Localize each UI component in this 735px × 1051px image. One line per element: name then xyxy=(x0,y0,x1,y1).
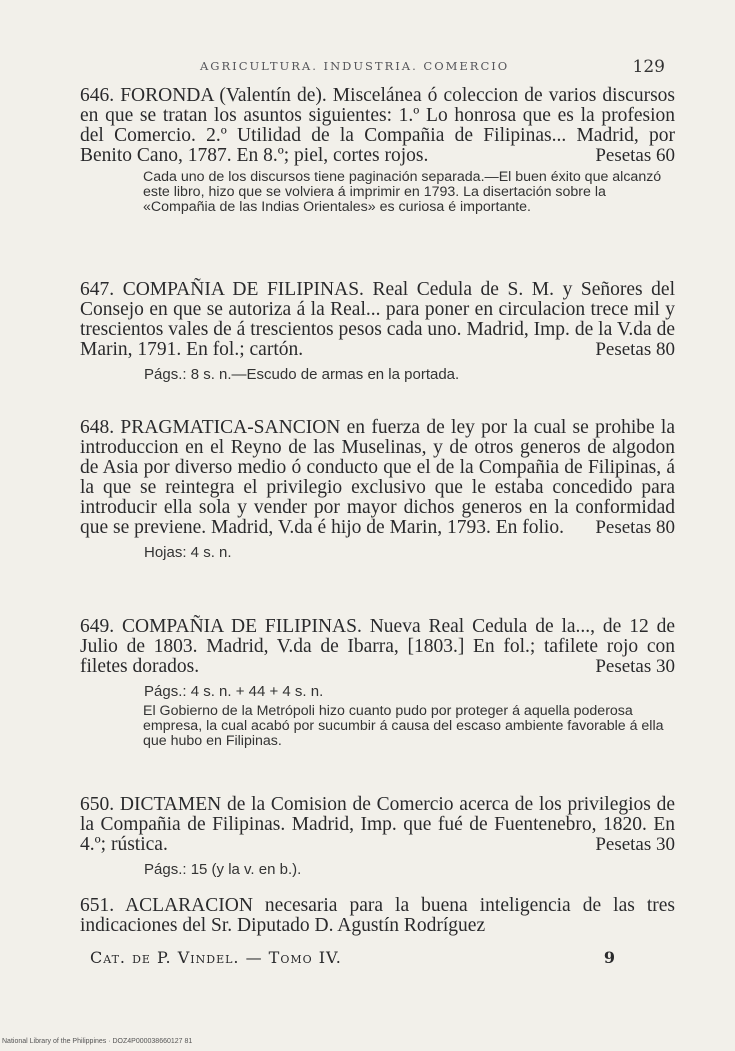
price: Pesetas 30 xyxy=(595,656,675,677)
entry-647 xyxy=(80,280,675,383)
page-number: 129 xyxy=(632,57,665,77)
entry-note: Cada uno de los discursos tiene paginación separada.—El buen éxito que alcanzó este libro, hizo que se volviera á imprimir en 1793. La disertación sobre la «Compañia de las Indias Orientales» es curiosa é importante. xyxy=(143,169,662,215)
price: Pesetas 80 xyxy=(595,339,675,360)
page-footer xyxy=(90,948,615,972)
signature-mark: 9 xyxy=(603,948,615,967)
price: Pesetas 60 xyxy=(595,145,675,166)
entry-body: DICTAMEN de la Comision de Comercio acerca de los privilegios de la Compañia de Filipinas. Madrid, Imp. que fué de Fuentenebro, 1820. En 4.º; rústica. xyxy=(80,794,676,855)
entry-number: 649. xyxy=(80,616,115,637)
entry-body: COMPAÑIA DE FILIPINAS. Real Cedula de S. M. y Señores del Consejo en que se autoriza á la Real... para poner en circulacion trece mil y trescientos vales de á trescientos pesos cada uno. Madrid, Imp. de la V.da de Marin, 1791. En fol.; cartón. xyxy=(80,279,675,360)
entry-note: El Gobierno de la Metrópoli hizo cuanto pudo por proteger á aquella poderosa empresa, la cual acabó por sucumbir á causa del escaso ambiente favorable á ella que hubo en Filipinas. xyxy=(143,703,664,749)
entry-number: 647. xyxy=(80,279,115,300)
pagination-note: Págs.: 15 (y la v. en b.). xyxy=(144,861,302,878)
entry-number: 646. xyxy=(80,85,115,106)
pagination-note: Págs.: 4 s. n. + 44 + 4 s. n. xyxy=(144,683,324,700)
entry-body: FORONDA (Valentín de). Miscelánea ó coleccion de varios discursos en que se tratan los asuntos siguientes: 1.º Lo honrosa que es la profesion del Comercio. 2.º Utilidad de la Compañia de Filipinas... Madrid, por Benito Cano, 1787. En 8.º; piel, cortes rojos. xyxy=(80,85,675,166)
entry-body: COMPAÑIA DE FILIPINAS. Nueva Real Cedula de la..., de 12 de Julio de 1803. Madrid, V.da de Ibarra, [1803.] En fol.; tafilete rojo con filetes dorados. xyxy=(80,616,675,677)
entry-650 xyxy=(80,795,675,878)
entry-648 xyxy=(80,418,675,561)
entry-body: ACLARACION necesaria para la buena inteligencia de las tres indicaciones del Sr. Diputado D. Agustín Rodríguez xyxy=(80,895,675,936)
header-title: AGRICULTURA. INDUSTRIA. COMERCIO xyxy=(200,59,510,73)
pagination-note: Págs.: 8 s. n.—Escudo de armas en la portada. xyxy=(144,366,460,383)
price: Pesetas 80 xyxy=(595,517,675,538)
entry-651 xyxy=(80,896,675,936)
library-watermark: National Library of the Philippines · DOZ4P000038660127 81 xyxy=(2,1038,193,1045)
pagination-note: Hojas: 4 s. n. xyxy=(144,544,232,561)
entry-number: 648. xyxy=(80,417,115,438)
price: Pesetas 30 xyxy=(595,834,675,855)
entry-649 xyxy=(80,617,675,749)
entry-number: 650. xyxy=(80,794,115,815)
entry-646 xyxy=(80,86,675,215)
entry-number: 651. xyxy=(80,895,115,916)
catalog-reference: Cat. de P. Vindel. — Tomo IV. xyxy=(90,948,342,967)
entry-text xyxy=(80,86,675,166)
entry-body: PRAGMATICA-SANCION en fuerza de ley por la cual se prohibe la introduccion en el Reyno de las Muselinas, y de otros generos de algodon de Asia por diverso medio ó conducto que el de la Compañia de Filipinas, á la que se reintegra el privilegio exclusivo que le estaba concedido para introducir ella sola y vender por mayor dichos generos en la conformidad que se previene. Madrid, V.da é hijo de Marin, 1793. En folio. xyxy=(80,417,676,538)
running-header xyxy=(80,57,665,81)
